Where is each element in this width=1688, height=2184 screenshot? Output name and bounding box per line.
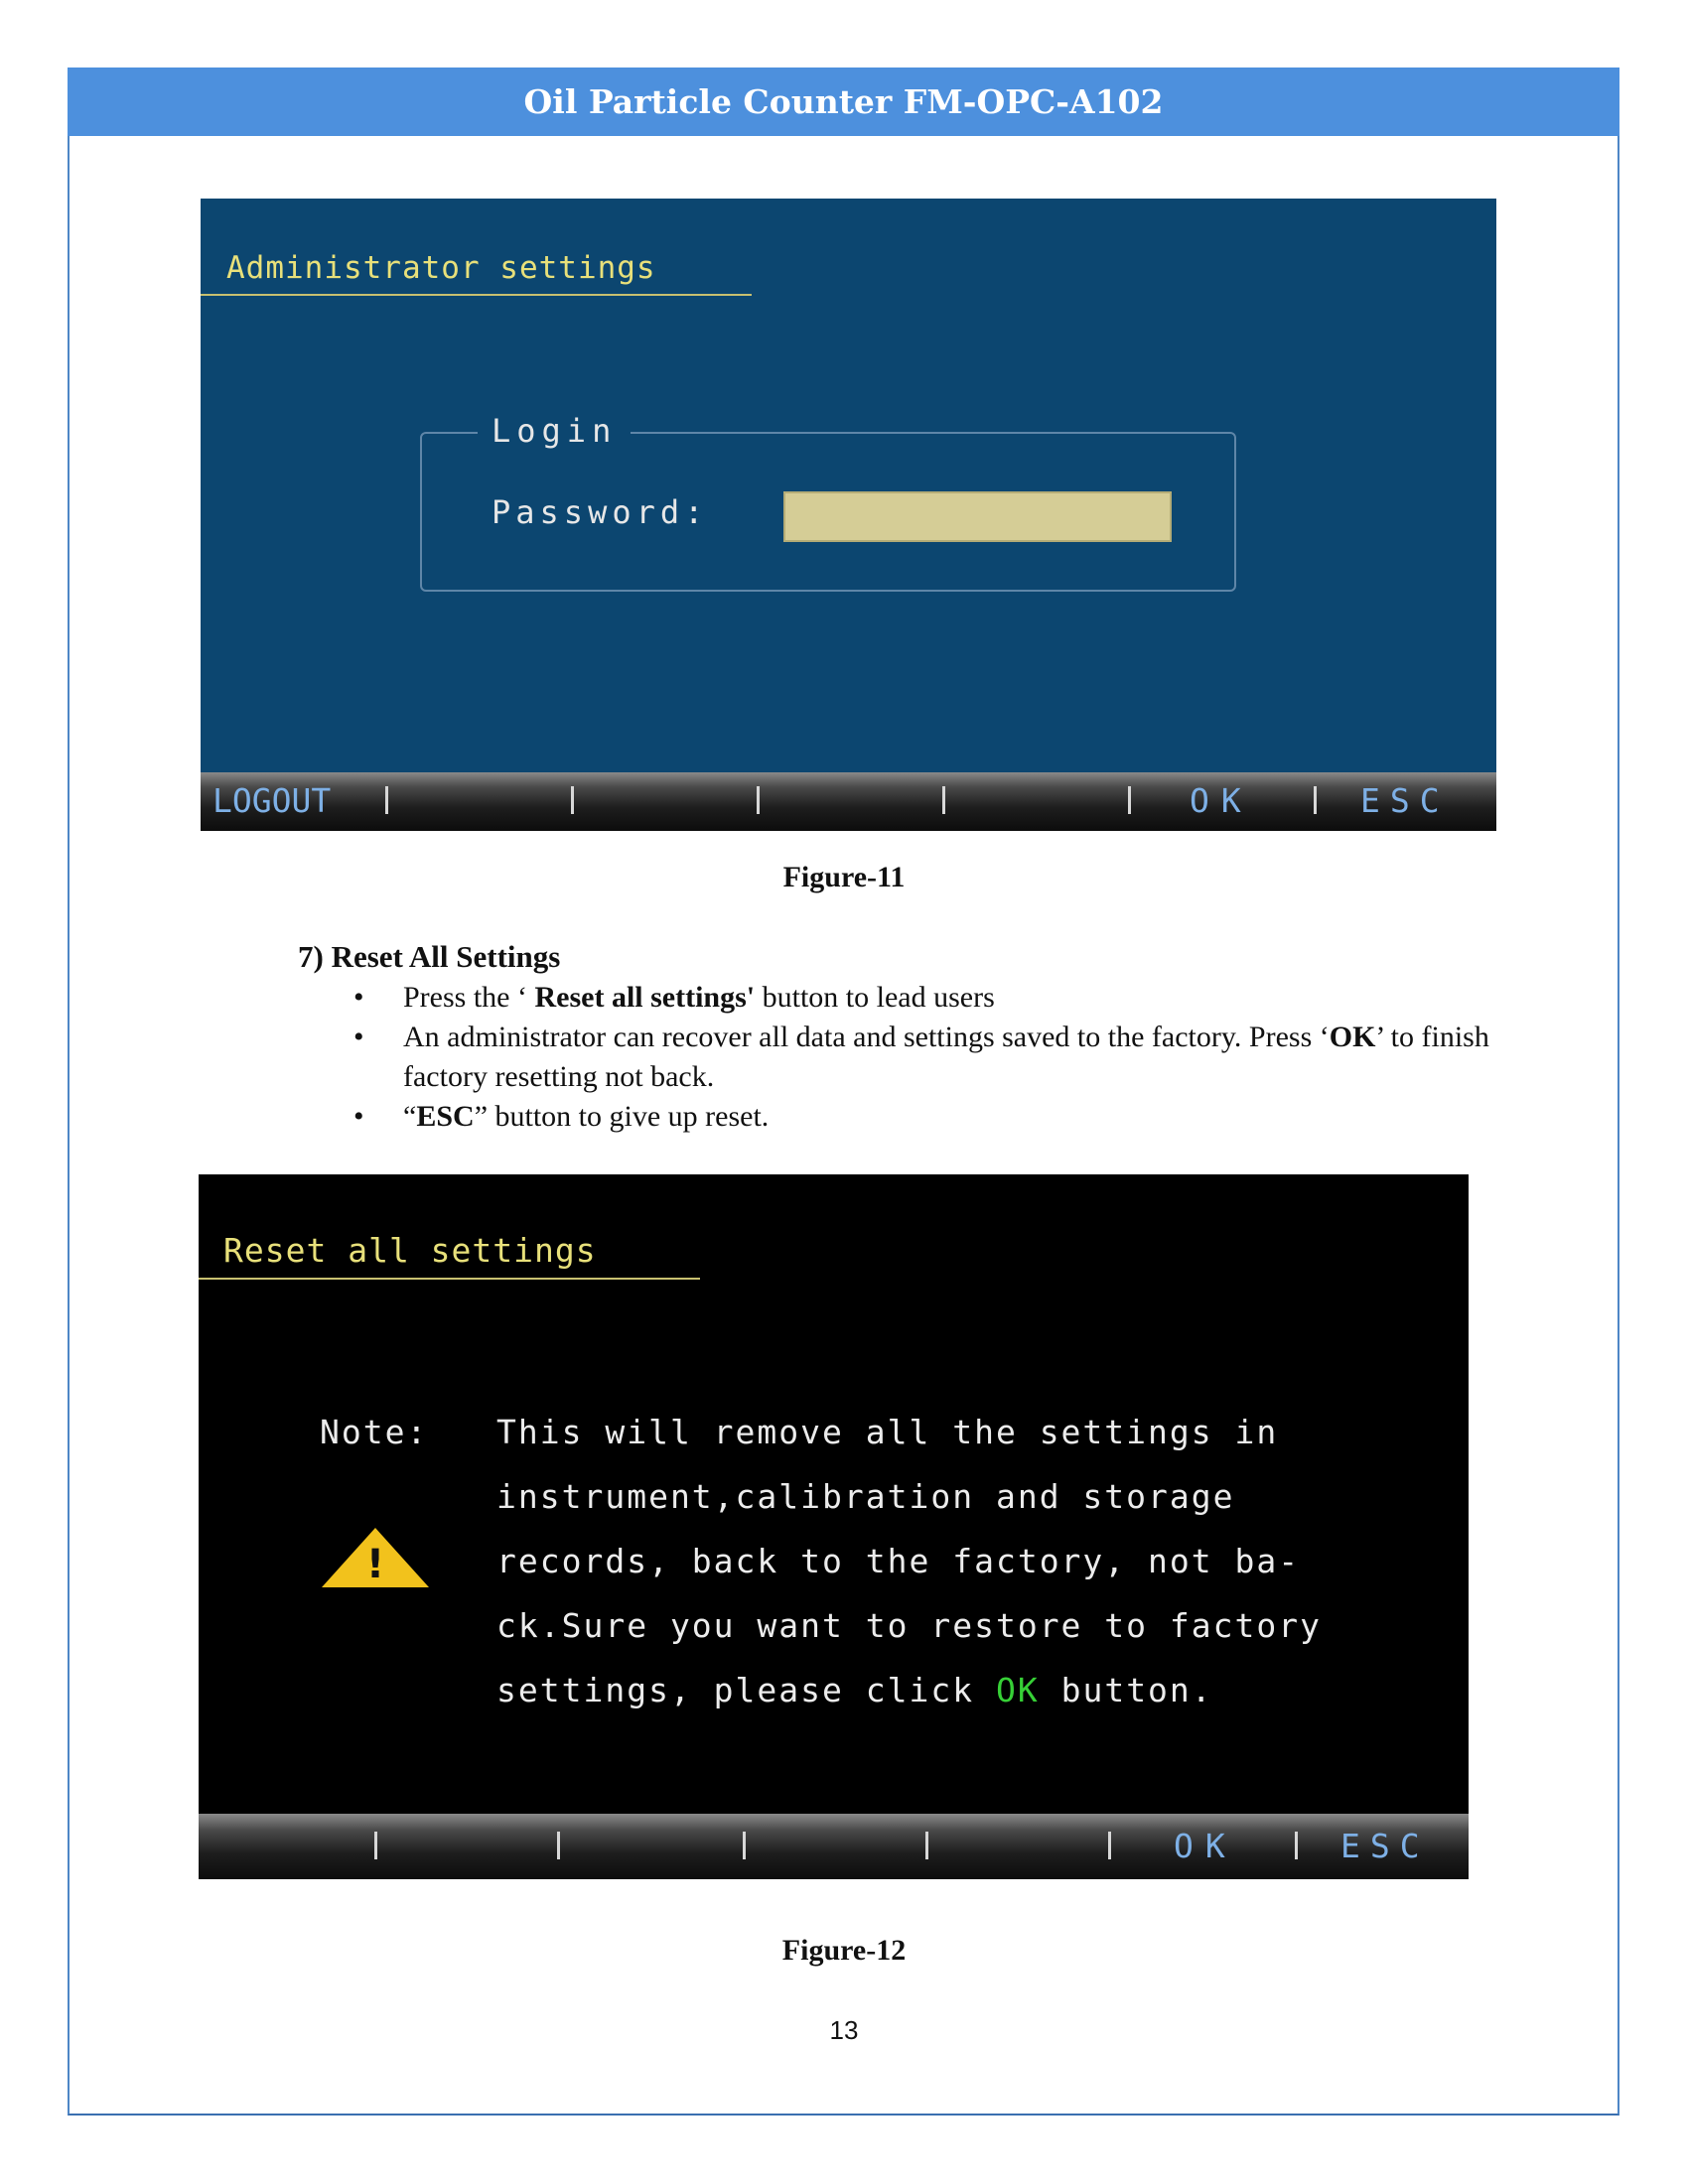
ok-button[interactable]: OK bbox=[1174, 1827, 1237, 1865]
bullet-dot: • bbox=[353, 1021, 364, 1053]
password-label: Password: bbox=[492, 493, 709, 531]
softkey-separator bbox=[1128, 786, 1131, 814]
note-line: ck.Sure you want to restore to factory bbox=[496, 1606, 1322, 1645]
softkey-separator bbox=[925, 1832, 928, 1859]
softkey-separator bbox=[385, 786, 388, 814]
softkey-separator bbox=[374, 1832, 377, 1859]
warning-glyph: ! bbox=[365, 1542, 385, 1587]
emphasis: Reset all settings' bbox=[534, 981, 756, 1014]
ok-button[interactable]: OK bbox=[1190, 781, 1253, 820]
header-title: Oil Particle Counter FM-OPC-A102 bbox=[523, 82, 1164, 121]
note-line: instrument,calibration and storage bbox=[496, 1477, 1235, 1516]
reset-settings-screen bbox=[199, 1174, 1469, 1879]
esc-button[interactable]: ESC bbox=[1360, 781, 1450, 820]
page-number: 13 bbox=[829, 2015, 859, 2045]
text: button to lead users bbox=[755, 981, 995, 1014]
softkey-bar bbox=[199, 1814, 1469, 1879]
bullet-list bbox=[353, 978, 1525, 1137]
page-header bbox=[68, 68, 1619, 136]
esc-button[interactable]: ESC bbox=[1340, 1827, 1430, 1865]
login-legend: Login bbox=[478, 412, 631, 450]
title-underline bbox=[199, 1278, 700, 1280]
softkey-separator bbox=[557, 1832, 560, 1859]
login-groupbox bbox=[420, 412, 1236, 592]
text: button. bbox=[1039, 1671, 1213, 1709]
screen-title: Administrator settings bbox=[226, 250, 656, 286]
figure-11-caption: Figure-11 bbox=[782, 861, 906, 893]
softkey-separator bbox=[1108, 1832, 1111, 1859]
bullet-dot: • bbox=[353, 981, 364, 1014]
softkey-separator bbox=[1295, 1832, 1298, 1859]
section-heading: 7) Reset All Settings bbox=[298, 939, 561, 974]
text: settings, please click bbox=[496, 1671, 996, 1709]
text: ” button to give up reset. bbox=[474, 1100, 770, 1133]
text: An administrator can recover all data and settings saved to the factory. Press ‘ bbox=[403, 1021, 1330, 1053]
warning-icon bbox=[320, 1526, 431, 1589]
softkey-separator bbox=[1314, 786, 1317, 814]
note-label: Note: bbox=[320, 1413, 429, 1451]
note-line: This will remove all the settings in bbox=[496, 1413, 1279, 1451]
softkey-separator bbox=[743, 1832, 746, 1859]
ok-highlight: OK bbox=[995, 1671, 1040, 1709]
screen-title: Reset all settings bbox=[223, 1231, 597, 1270]
softkey-bar bbox=[201, 772, 1496, 831]
figure-12-caption: Figure-12 bbox=[781, 1934, 907, 1967]
softkey-separator bbox=[571, 786, 574, 814]
list-item bbox=[353, 1097, 1525, 1137]
admin-settings-screen bbox=[201, 199, 1496, 831]
logout-button[interactable]: LOGOUT bbox=[212, 781, 332, 820]
text: “ bbox=[403, 1100, 417, 1133]
bullet-dot: • bbox=[353, 1100, 364, 1133]
note-line: records, back to the factory, not ba- bbox=[496, 1542, 1301, 1580]
title-underline bbox=[201, 294, 752, 296]
password-input[interactable] bbox=[783, 491, 1172, 542]
list-item bbox=[353, 978, 1525, 1018]
softkey-separator bbox=[942, 786, 945, 814]
emphasis: ESC bbox=[416, 1100, 475, 1133]
softkey-separator bbox=[757, 786, 760, 814]
emphasis: OK bbox=[1329, 1021, 1376, 1053]
text: Press the ‘ bbox=[403, 981, 535, 1014]
note-line bbox=[496, 1671, 1213, 1709]
text: ’ to finish factory resetting not back. bbox=[403, 1021, 1489, 1093]
list-item bbox=[353, 1018, 1525, 1097]
